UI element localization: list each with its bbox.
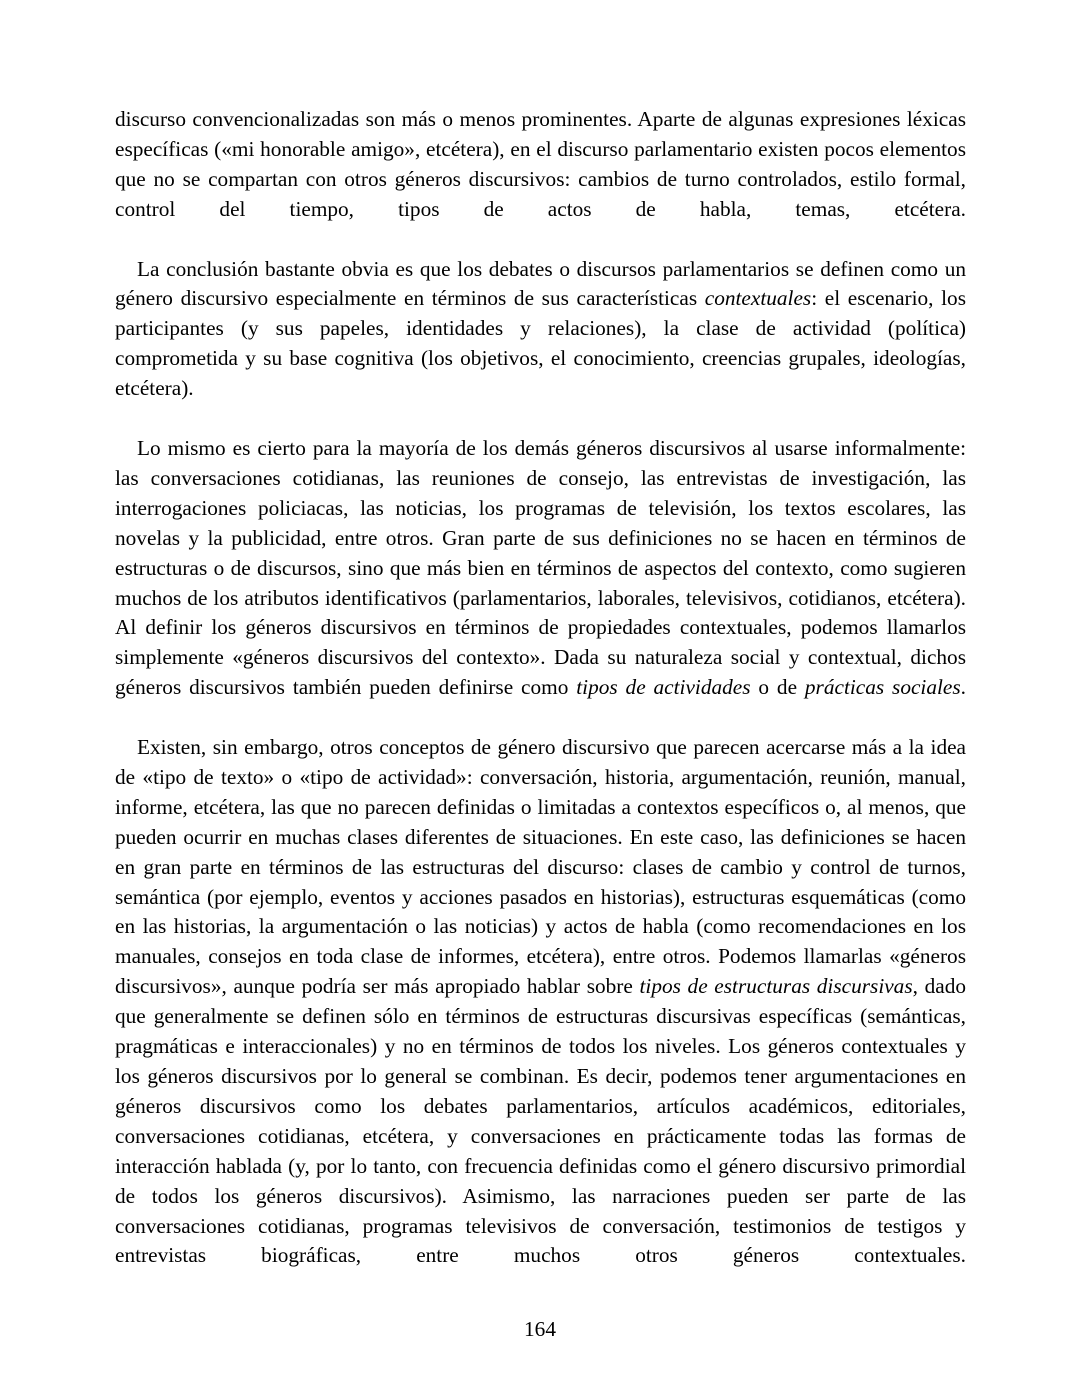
paragraph: Lo mismo es cierto para la mayoría de los demás géneros discursivos al usarse informalmente: las conversaciones cotidianas, las reuniones de consejo, las entrevistas de investigación, las interrogaciones policiacas, las noticias, los programas de televisión, los textos escolares, las novelas y la publicidad, entre otros. Gran parte de sus definiciones no se hacen en términos de estructuras o de discursos, sino que más bien en términos de aspectos del contexto, como sugieren muchos de los atributos identificativos (parlamentarios, laborales, televisivos, cotidianos, etcétera). Al definir los géneros discursivos en términos de propiedades contextuales, podemos llamarlos simplemente «géneros discursivos del contexto». Dada su naturaleza social y contextual, dichos géneros discursivos también pueden definirse como tipos de actividades o de prácticas sociales. <box>115 435 966 700</box>
emphasis-text: contextuales <box>704 286 812 311</box>
paragraph: Existen, sin embargo, otros conceptos de género discursivo que parecen acercarse más a la idea de «tipo de texto» o «tipo de actividad»: conversación, historia, argumentación, reunión, manual, informe, etcétera, las que no parecen definidas o limitadas a contextos específicos o, al menos, que pueden ocurrir en muchas clases diferentes de situaciones. En este caso, las definiciones se hacen en gran parte en términos de las estructuras del discurso: clases de cambio y control de turnos, semántica (por ejemplo, eventos y acciones pasados en historias), estructuras esquemáticas (como en las historias, la argumentación o las noticias) y actos de habla (como recomendaciones en los manuales, consejos en toda clase de informes, etcétera), entre otros. Podemos llamarlas «géneros discursivos», aunque podría ser más apropiado hablar sobre tipos de estructuras discursivas, dado que generalmente se definen sólo en términos de estructuras discursivas específicas (semánticas, pragmáticas e interaccionales) y no en términos de todos los niveles. Los géneros contextuales y los géneros discursivos por lo general se combinan. Es decir, podemos tener argumentaciones en géneros discursivos como los debates parlamentarios, artículos académicos, editoriales, conversaciones cotidianas, etcétera, y conversaciones en prácticamente todas las formas de interacción hablada (y, por lo tanto, con frecuencia definidas como el género discursivo primordial de todos los géneros discursivos). Asimismo, las narraciones pueden ser parte de las conversaciones cotidianas, programas televisivos de conversación, testimonios de testigos y entrevistas biográficas, entre muchos otros géneros contextuales. <box>115 735 966 1268</box>
emphasis-text: prácticas sociales <box>804 675 961 700</box>
emphasis-text: tipos de actividades <box>576 675 751 700</box>
emphasis-text: tipos de estructuras discursivas <box>639 974 913 999</box>
paragraph: discurso convencionalizadas son más o menos prominentes. Aparte de algunas expresiones léxicas específicas («mi honorable amigo», etcétera), en el discurso parlamentario existen pocos elementos que no se compartan con otros géneros discursivos: cambios de turno controlados, estilo formal, control del tiempo, tipos de actos de habla, temas, etcétera. <box>115 107 966 221</box>
page-number: 164 <box>524 1317 556 1341</box>
paragraph: La conclusión bastante obvia es que los debates o discursos parlamentarios se definen como un género discursivo especialmente en términos de sus características contextuales: el escenario, los participantes (y sus papeles, identidades y relaciones), la clase de actividad (política) comprometida y su base cognitiva (los objetivos, el conocimiento, creencias grupales, ideologías, etcétera). <box>115 256 966 401</box>
body-text-column <box>115 105 966 1301</box>
